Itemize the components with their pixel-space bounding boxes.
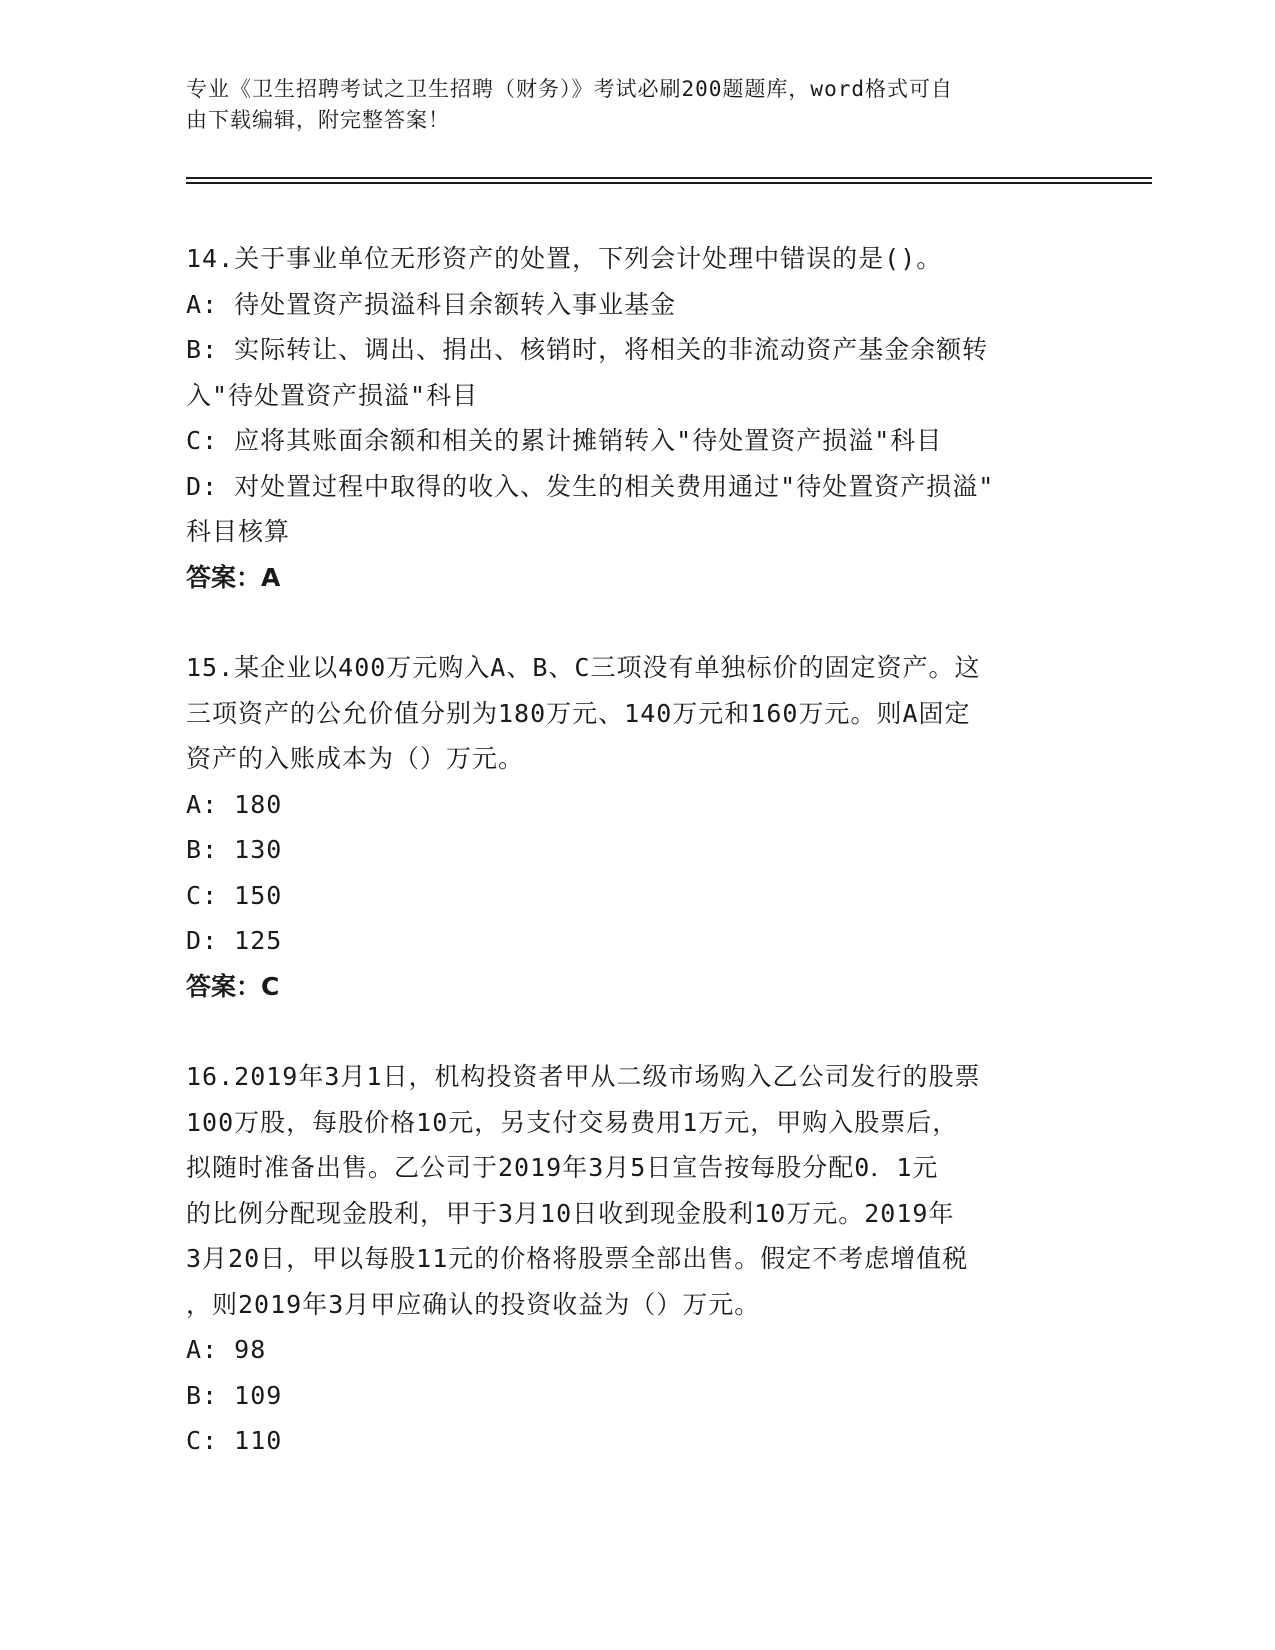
question-stem-line: 100万股，每股价格10元，另支付交易费用1万元，甲购入股票后， (186, 1107, 959, 1137)
header-line-1: 专业《卫生招聘考试之卫生招聘（财务）》考试必刷200题题库，word格式可自 (186, 77, 953, 101)
option-line: 科目核算 (186, 517, 291, 546)
option-line: C: 应将其账面余额和相关的累计摊销转入"待处置资产损溢"科目 (186, 426, 943, 455)
question-stem-line: 的比例分配现金股利，甲于3月10日收到现金股利10万元。2019年 (186, 1198, 955, 1228)
question-stem-line: 三项资产的公允价值分别为180万元、140万元和160万元。则A固定 (186, 698, 971, 728)
question-16 (186, 1054, 1086, 1464)
question-stem-line: 拟随时准备出售。乙公司于2019年3月5日宣告按每股分配0．1元 (186, 1153, 939, 1182)
question-stem-line: 16.2019年3月1日，机构投资者甲从二级市场购入乙公司发行的股票 (186, 1062, 981, 1091)
header-line-2: 由下载编辑，附完整答案！ (186, 108, 450, 132)
option-c: C: 110 (186, 1426, 283, 1455)
option-line: B: 实际转让、调出、捐出、核销时，将相关的非流动资产基金余额转 (186, 335, 989, 364)
option-c (186, 418, 1086, 464)
question-15 (186, 645, 1086, 1009)
header-rule-bottom (186, 182, 1152, 184)
question-list (186, 236, 1086, 1509)
question-stem-line: 资产的入账成本为（）万元。 (186, 744, 525, 773)
option-b: B: 130 (186, 835, 283, 864)
question-stem-line: 14.关于事业单位无形资产的处置，下列会计处理中错误的是()。 (186, 244, 943, 273)
question-14 (186, 236, 1086, 600)
option-line: D: 对处置过程中取得的收入、发生的相关费用通过"待处置资产损溢" (186, 471, 995, 501)
option-b: B: 109 (186, 1380, 283, 1410)
option-d (186, 464, 1086, 555)
option-d: D: 125 (186, 926, 283, 955)
question-stem-line: 3月20日，甲以每股11元的价格将股票全部出售。假定不考虑增值税 (186, 1244, 969, 1273)
option-a: A: 180 (186, 789, 283, 819)
option-line: 入"待处置资产损溢"科目 (186, 380, 479, 410)
document-header (186, 74, 1086, 136)
answer: 答案：A (186, 562, 281, 592)
question-stem-line: ，则2019年3月甲应确认的投资收益为（）万元。 (186, 1289, 761, 1319)
option-c: C: 150 (186, 880, 283, 910)
option-a (186, 282, 1086, 328)
option-line: A: 待处置资产损溢科目余额转入事业基金 (186, 289, 677, 319)
header-rule-top (186, 177, 1152, 179)
question-stem-line: 15.某企业以400万元购入A、B、C三项没有单独标价的固定资产。这 (186, 653, 981, 682)
answer: 答案：C (186, 971, 280, 1001)
option-b (186, 327, 1086, 418)
option-a: A: 98 (186, 1335, 267, 1364)
